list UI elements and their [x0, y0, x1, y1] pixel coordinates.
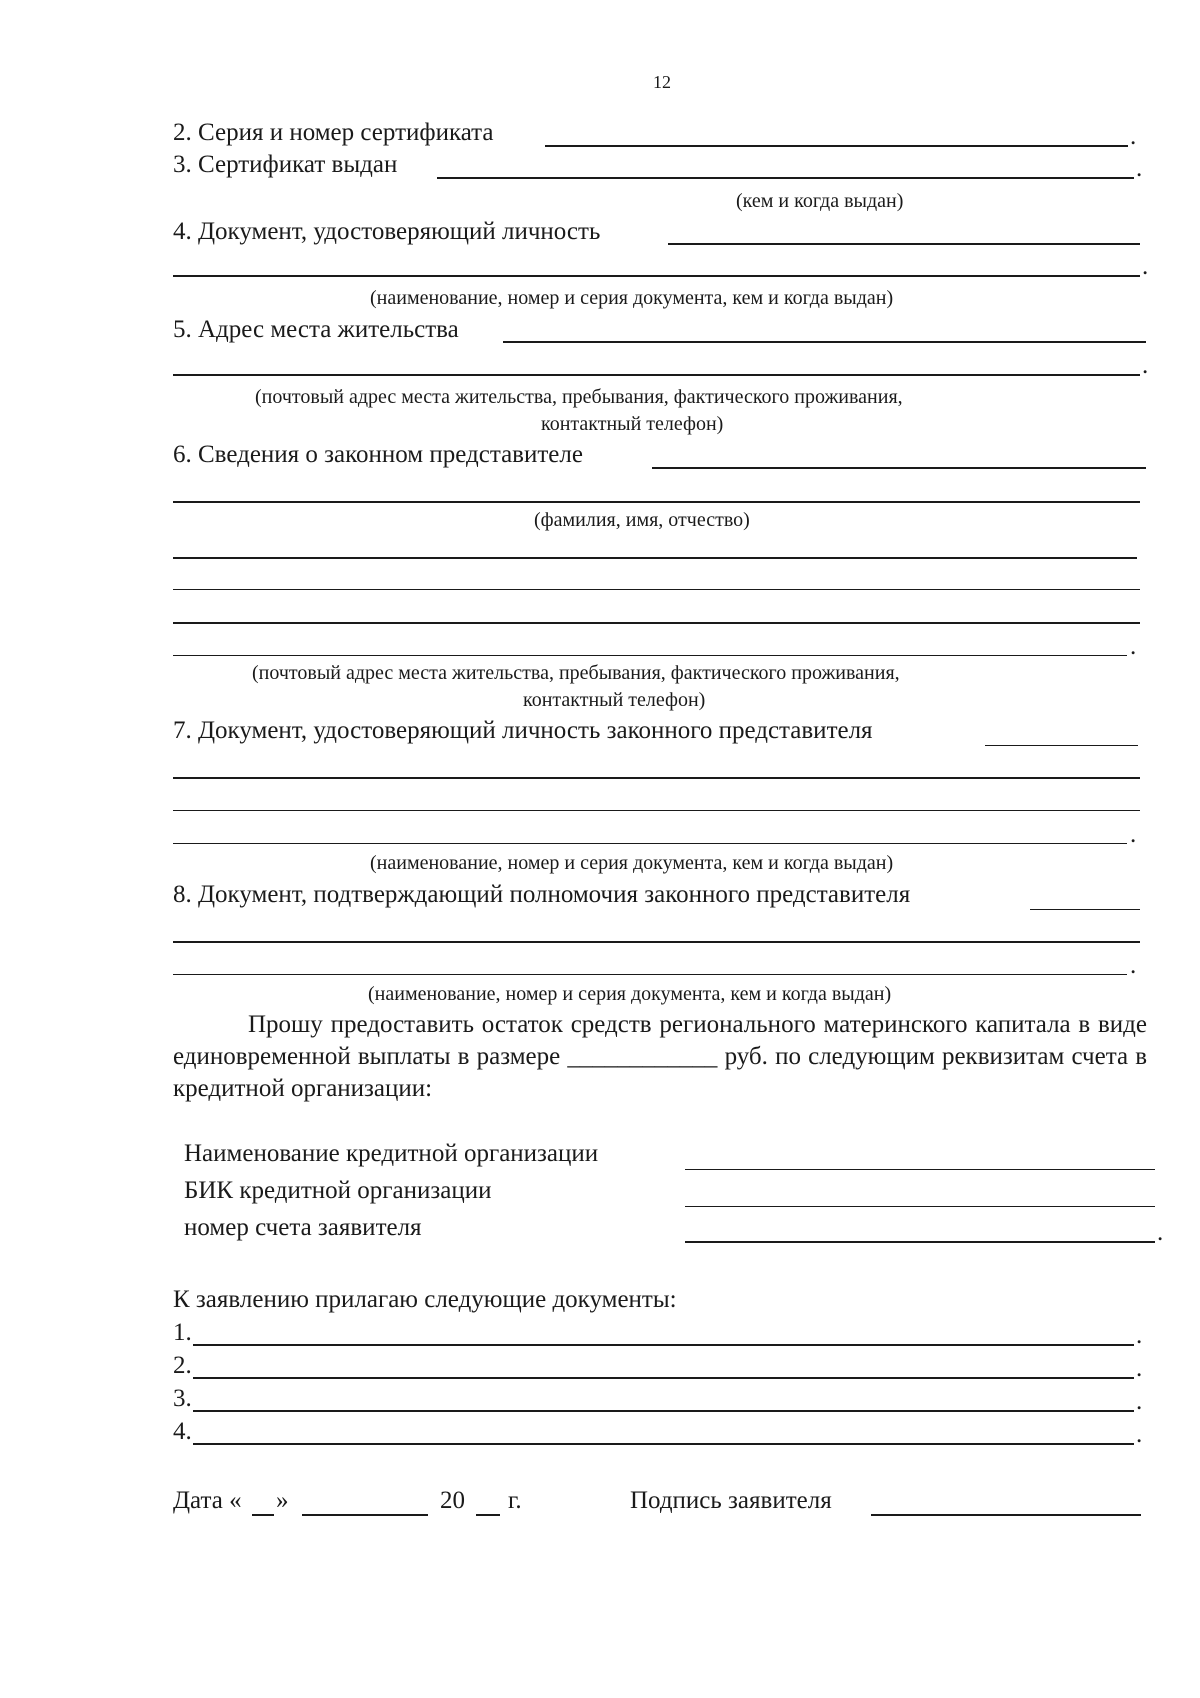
item-6-caption-address-line-1: (почтовый адрес места жительства, пребывания, фактического проживания,: [252, 662, 900, 684]
item-6-caption-name: (фамилия, имя, отчество): [534, 509, 750, 531]
period: .: [1157, 1219, 1164, 1246]
item-6-address-line-1[interactable]: [173, 557, 1137, 559]
item-2-blank[interactable]: [545, 145, 1128, 147]
period: .: [1130, 821, 1137, 848]
item-7-blank-line-3[interactable]: [173, 810, 1140, 811]
bank-bik-field[interactable]: [685, 1206, 1155, 1207]
request-text-part-2: руб. по следующим реквизитам счета в кредитной организации:: [173, 1043, 1148, 1102]
item-6-blank[interactable]: [652, 467, 1146, 469]
attachment-number-1: 1.: [173, 1319, 192, 1346]
amount-blank[interactable]: ____________: [567, 1043, 718, 1070]
date-close-quote: »: [276, 1487, 289, 1514]
item-6-address-line-4[interactable]: [173, 655, 1127, 656]
account-number-field[interactable]: [685, 1241, 1155, 1243]
attachment-number-4: 4.: [173, 1418, 192, 1445]
month-field[interactable]: [302, 1514, 428, 1516]
item-8-blank[interactable]: [1030, 909, 1140, 910]
item-8-blank-line-2[interactable]: [173, 941, 1140, 943]
item-6-blank-line-2[interactable]: [173, 501, 1140, 503]
year-suffix: г.: [508, 1487, 522, 1514]
item-6-label: 6. Сведения о законном представителе: [173, 441, 583, 468]
item-4-label: 4. Документ, удостоверяющий личность: [173, 218, 601, 245]
item-3-caption: (кем и когда выдан): [736, 190, 904, 212]
day-field[interactable]: [252, 1514, 274, 1516]
period: .: [1142, 253, 1149, 280]
year-prefix: 20: [440, 1487, 465, 1514]
period: .: [1136, 1388, 1143, 1415]
period: .: [1136, 1421, 1143, 1448]
item-5-blank[interactable]: [503, 341, 1146, 343]
item-5-label: 5. Адрес места жительства: [173, 316, 459, 343]
period: .: [1130, 633, 1137, 660]
page-number: 12: [653, 72, 671, 92]
year-field[interactable]: [476, 1514, 500, 1516]
item-8-caption: (наименование, номер и серия документа, кем и когда выдан): [368, 983, 892, 1005]
item-5-caption-line-2: контактный телефон): [541, 413, 724, 435]
item-3-blank[interactable]: [437, 177, 1134, 179]
request-text-part-1: Прошу предоставить остаток средств регионального материнского капитала в виде единовременной выплаты в размере: [173, 1011, 1147, 1070]
period: .: [1136, 1355, 1143, 1382]
item-5-caption-line-1: (почтовый адрес места жительства, пребывания, фактического проживания,: [255, 386, 903, 408]
attachment-field-4[interactable]: [193, 1443, 1134, 1445]
attachment-field-2[interactable]: [193, 1377, 1134, 1379]
period: .: [1130, 952, 1137, 979]
item-4-blank-line-2[interactable]: [173, 275, 1140, 277]
attachment-number-3: 3.: [173, 1385, 192, 1412]
signature-field[interactable]: [871, 1514, 1141, 1516]
bank-name-field[interactable]: [685, 1169, 1155, 1170]
item-7-label: 7. Документ, удостоверяющий личность законного представителя: [173, 717, 873, 744]
account-number-label: номер счета заявителя: [184, 1214, 422, 1241]
item-8-blank-line-3[interactable]: [173, 974, 1127, 975]
item-7-blank-line-4[interactable]: [173, 843, 1127, 844]
bank-bik-label: БИК кредитной организации: [184, 1177, 492, 1204]
period: .: [1142, 352, 1149, 379]
item-7-caption: (наименование, номер и серия документа, кем и когда выдан): [370, 852, 894, 874]
item-7-blank-line-2[interactable]: [173, 777, 1140, 779]
item-6-address-line-3[interactable]: [173, 622, 1140, 624]
item-3-label: 3. Сертификат выдан: [173, 151, 398, 178]
item-4-caption: (наименование, номер и серия документа, кем и когда выдан): [370, 287, 894, 309]
item-6-address-line-2[interactable]: [173, 589, 1140, 590]
period: .: [1136, 155, 1143, 182]
attachment-field-3[interactable]: [193, 1410, 1134, 1412]
item-2-label: 2. Серия и номер сертификата: [173, 119, 494, 146]
item-8-label: 8. Документ, подтверждающий полномочия законного представителя: [173, 881, 911, 908]
request-paragraph: [173, 1009, 1147, 1105]
period: .: [1136, 1322, 1143, 1349]
attachment-number-2: 2.: [173, 1352, 192, 1379]
attachments-heading: К заявлению прилагаю следующие документы:: [173, 1286, 677, 1313]
item-5-blank-line-2[interactable]: [173, 374, 1140, 376]
bank-name-label: Наименование кредитной организации: [184, 1140, 599, 1167]
item-6-caption-address-line-2: контактный телефон): [523, 689, 706, 711]
attachment-field-1[interactable]: [193, 1344, 1134, 1346]
period: .: [1130, 123, 1137, 150]
date-label: Дата «: [173, 1487, 242, 1514]
item-7-blank[interactable]: [985, 745, 1138, 746]
signature-label: Подпись заявителя: [630, 1487, 832, 1514]
item-4-blank[interactable]: [668, 243, 1140, 245]
